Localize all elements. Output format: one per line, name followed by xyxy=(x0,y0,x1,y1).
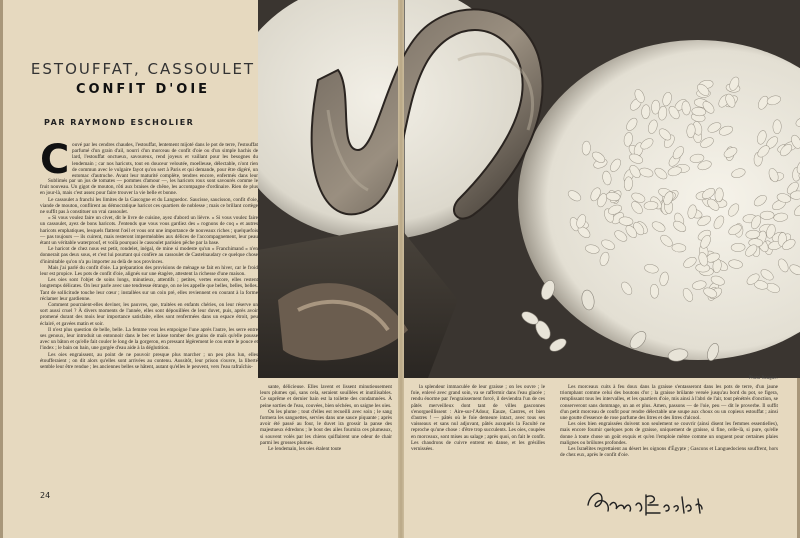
article-title-line1: ESTOUFFAT, CASSOULET xyxy=(30,60,256,78)
article-column-3 xyxy=(411,384,545,496)
article-paragraph: Le lendemain, les oies étalent toute xyxy=(268,446,342,453)
article-paragraph: Les oies engraissent, au point de ne pouvoir presque plus marcher ; un peu plus lun, elles étoufferaient ; on dit alors qu'elles sont arrivées au contenu. Aussitôt, leur prison s'ouvre, la liberté semble leur être rendue ; les anciennes belles se hâtent, autant qu'elles le peuvent, vers l'eau rafraîchis- xyxy=(40,351,258,371)
bean xyxy=(760,211,774,220)
article-paragraph: Le cassoulet a franchi les limites de la Gascogne et du Languedoc. Saucisse, saucisson, confit d'oie, viande de mouton, conflirent au démocratique haricot ces quartiers de noblesse ; mais ce brillant cortège ne suffit pas à constituer un vrai cassoulet. xyxy=(40,196,258,216)
article-paragraph: Les oies sont l'objet de soins longs, minutieux, attentifs ; petites, vertes encore, elles restent longtemps délicates. On leur parle avec une tendresse étrange, on ne les appelle que belles, belles, belles. Tant de sollicitude touche leur cœur ; installées sur un coin pré, elles reviennent en courant à la forme réclamer leur gardienne. xyxy=(40,277,258,302)
bean xyxy=(773,120,782,134)
article-paragraph: la splendeur immaculée de leur graisse ; on les ouvre ; le foie, enlevé avec grand soin, va se raffermir dans l'eau glacée ; rendu énorme par l'engraissement forcé, il deviendra l'un de ces pâtés merveilleux dont tant de villes gasconnes s'enorgueillissent : Aire-sur-l'Adour, Eauze, Castres, et bien d'autres ! — pâtés où le foie demeure intact, avec tous ses vaisseaux et sans nul adjuvant, pâtés auxquels la Faculté ne reproche qu'une chose : d'être trop succulents. Les oies, coupées en morceaux, sont mises au salage ; après quoi, on fait le confit. Les chaudrons de cuivre entrent en danse, et les grésilles vernissées. xyxy=(411,384,545,453)
sausage-and-beans-image xyxy=(258,0,800,378)
food-photograph xyxy=(258,0,800,378)
byline: PAR RAYMOND ESCHOLIER xyxy=(44,118,195,127)
article-paragraph: ouvé par les cendres chaudes, l'estouffat, lentement mijoté dans le pot de terre, l'estouffat parfumé d'un grain d'ail, nourri d'un morceau de confit d'oie ou d'un simple hachis de lard, l'estouffat onctueux, savoureux, rend joyeux et vaillant pour les besognes du lendemain ; car nos haricots, tout en douceur veloutée, moelleuse, délectable, n'ont rien de commun avec le vulgaire fayot qu'on sert à Paris et qui demande, pour être digéré, un estomac d'autruche. Avant leur maturité complète, tendres encore, enfermés dans leur xyxy=(72,142,258,178)
article-paragraph: Mais j'ai parlé du confit d'oie. La préparation des provisions de ménage se fait en hiver, car le froid leur est propice. Les pots de confit d'oie, alignés sur une étagère, attestent la richesse d'une maison. xyxy=(40,264,258,278)
article-paragraph: « Si vous voulez faire un civet, dit le livre de cuisine, ayez d'abord un lièvre. » Si vous voulez faire un cassoulet, ayez de bons haricots. J'entends que vous vous gardiez des « rognons de coq » et autres haricots emphatiques, lesquels flattent l'œil et vous ont une importance de nouveaux riches ; quelquefois — pas toujours — ils cuirent, mais resteront imperméables aux délices de l'accompagnement, leur peau étant un véritable waterproof, et voilà pourquoi le cassoulet parisien pêche par la base. xyxy=(40,215,258,247)
article-paragraph: sante, délicieuse. Elles lavent et lissent minutieusement leurs plumes qui, sans cela, seraient souillées et inutilisables. Ce suprême et dernier bain est la toilette des condamnées. À peine sorties de l'eau, couvées, bien séchées, on saigne les oies. xyxy=(260,384,392,409)
article-paragraph: Sublimés par un jus de tomates — pommes d'amour —, les haricots roux sont savourés comme le fruit nouveau. Un gigot de mouton, rôti aux braises de chêne, les accompagne d'ordinaire. Rien de plus en jour-là, mais c'est assez pour faire trouver la vie belle et bonne. xyxy=(40,178,258,197)
page-number: 24 xyxy=(40,491,51,500)
bean xyxy=(731,243,745,252)
left-page-edge xyxy=(0,0,3,538)
drop-cap: C xyxy=(40,137,70,183)
article-paragraph: Les oies bien engraissées doivent non seulement se couvrir (ainsi disent les femmes essentielles), mais encore fournir quelques pots de graisse, uniquement de graisse, si fine, celle-là, si pure, qu'elle donne à toute chose un goût exquis et qu'en l'emploie même comme un onguent pour certaines plaies malignes ou brûlures profondes. xyxy=(560,421,778,446)
article-column-2 xyxy=(260,384,392,496)
article-column-4 xyxy=(560,384,778,472)
article-paragraph: Le haricot de chez nous est petit, rondelet, inégal, de mine si modeste qu'un « Franchimand » n'en donnerait pas deux sous, et c'est lui pourtant qui confère au cassoulet de Castelnaudary ce quelque chose d'inimitable qu'on n'a pu importer au delà de nos provinces. xyxy=(40,246,258,265)
article-paragraph: Les Israélites regrettaient au désert les oignons d'Égypte ; Gascons et Languedociens souffrent, hors de chez eux, après le confit d'oie. xyxy=(560,446,778,459)
article-paragraph: Il n'est plus question de belle, belle. La femme vous les empoigne l'une après l'autre, les serre entre ses genoux, leur introduit un entonnoir dans le bec et laisse tomber des grains de maïs qu'elle pousse avec un bâton et qu'elle fait couler le long de la gorgeron, en pressant légèrement le cou entre le pouce et l'index ; le bain on bain, une gorgée d'eau aide à la déglutition. xyxy=(40,326,258,352)
article-paragraph: Les morceaux cuits à feu doux dans la graisse s'entasseront dans les pots de terre, d'un jaune triomphant comme celui des boutons d'or ; la graisse brûlante versée jusqu'au bord du pot, se figera, remplissant tous les intervalles, et les quartiers d'oie, mis ainsi à l'abri de l'air, tout pénétrés d'onction, se conserveront sans dommage, un an et plus. Amen, passons — de l'oie, peu — dit le proverbe. Il suffit d'un petit morceau de confit pour rendre délectable une soupe aux choux ou un copieux estouffat ; ainsi une goutte d'essence de rose parfume des litres et des litres d'alcool. xyxy=(560,384,778,422)
author-signature xyxy=(580,475,710,525)
article-title-line2: CONFIT D'OIE xyxy=(75,82,211,97)
photo-credit: Photo Rougue. xyxy=(748,375,778,380)
spread-gutter xyxy=(398,0,404,538)
article-paragraph: On les plume ; tout d'elles est recueilli avec soin ; le sang formera les sanguettes, servies dans une sauce piquante ; après avoir été passé au four, le duvet ira grossir la panse des majestueux édredons ; le bout des ailes fournira ces plumeaux, si souvent volés par les chiens quiflairent une odeur de chair parmi les grosses plumes. xyxy=(260,408,392,446)
article-paragraph: Comment pourraient-elles deviner, les pauvres, que, traitées en enfants chéries, on leur réserve un sort aussi cruel ? À divers moments de l'année, elles sont dépouillées de leur duvet, puis, après avoir promené durant des mois leur importance satisfaite, elles sont renfermées dans un espace étroit, peu éclairé, et gavées matin et soir. xyxy=(40,302,258,327)
article-column-1b xyxy=(40,178,258,486)
article-column-1a xyxy=(72,142,258,178)
